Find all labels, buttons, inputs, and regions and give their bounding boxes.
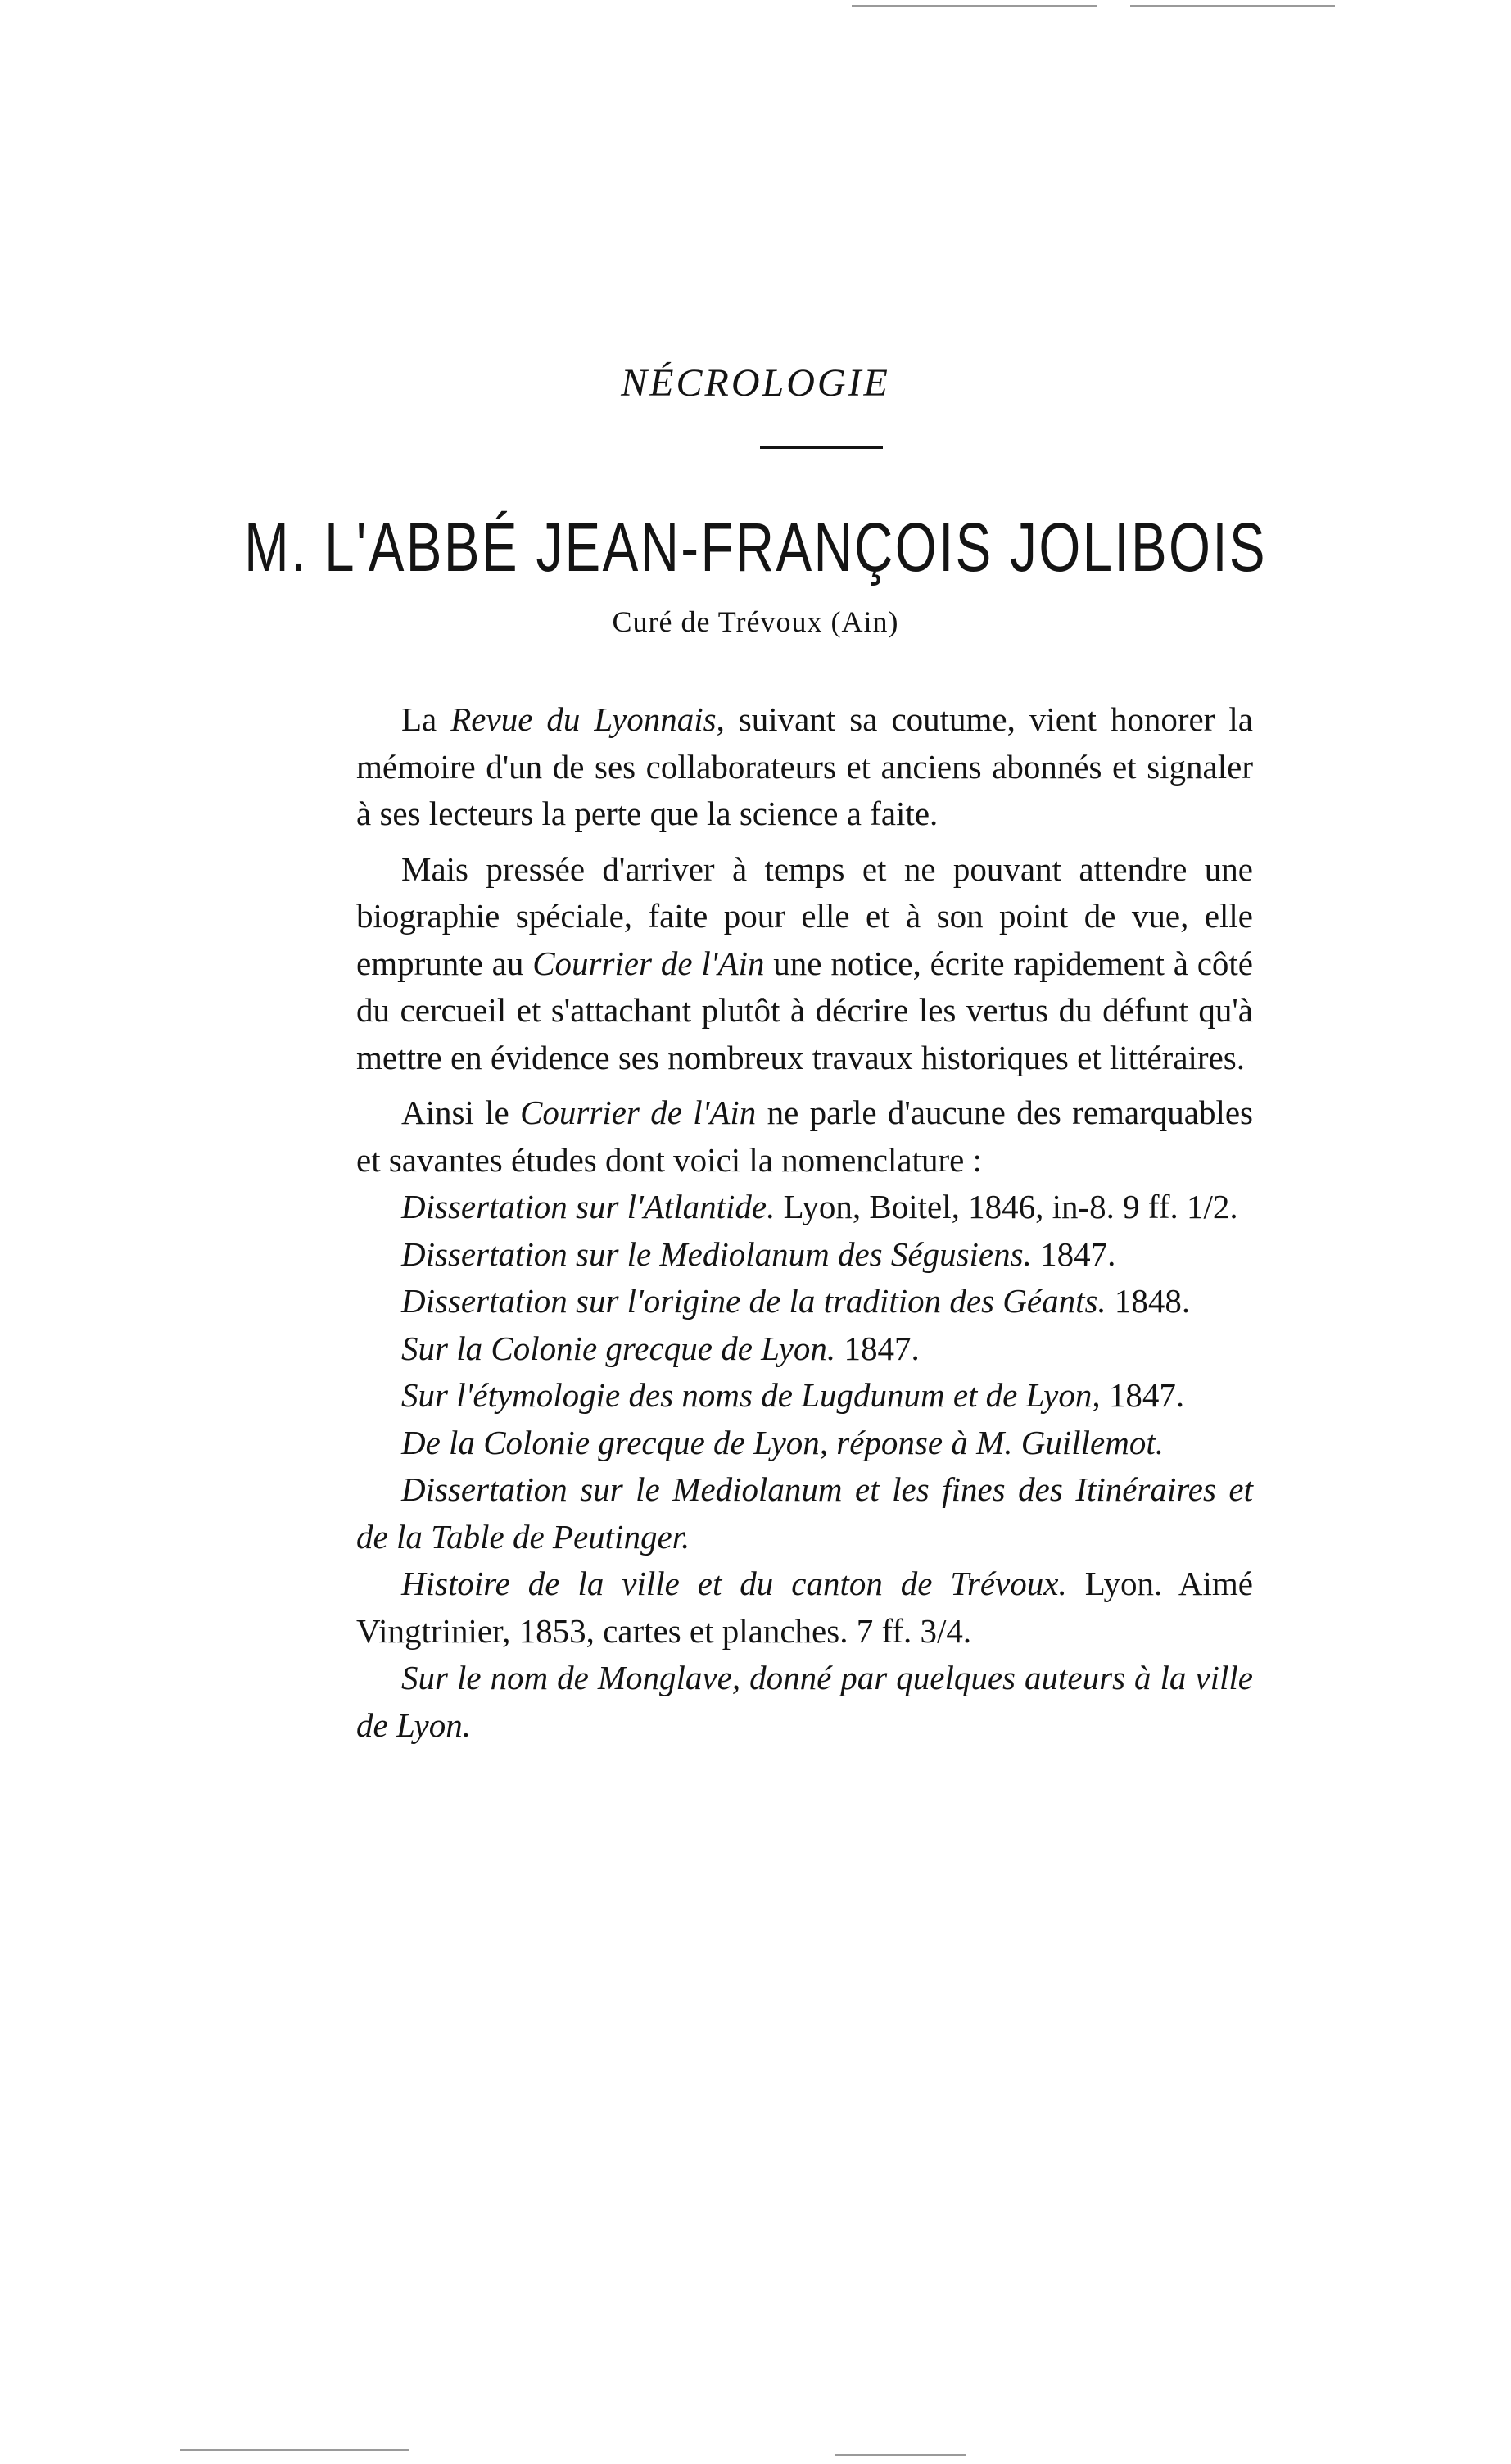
work-title: Sur l'étymologie des noms de Lugdunum et de Lyon,	[401, 1376, 1101, 1414]
paragraph	[356, 1089, 1253, 1184]
text-run: La	[401, 700, 451, 738]
work-title: Sur la Colonie grecque de Lyon.	[401, 1329, 836, 1367]
section-heading: NÉCROLOGIE	[621, 361, 890, 405]
paragraph	[356, 846, 1253, 1082]
page-subtitle: Curé de Trévoux (Ain)	[612, 605, 899, 638]
scan-edge-mark	[180, 2449, 409, 2451]
work-details: 1848.	[1106, 1282, 1191, 1320]
paragraph	[356, 696, 1253, 838]
page-title: M. L'ABBÉ JEAN-FRANÇOIS JOLIBOIS	[244, 509, 1267, 586]
text-run: une notice, écrite rapidement à côté du cercueil et s'attachant plutôt à décrire les vertus du défunt qu'à mettre en évidence ses nombreux travaux historiques et littéraires.	[356, 944, 1254, 1076]
text-run: , suivant sa coutume, vient honorer la mémoire d'un de ses collaborateurs et anciens abonnés et signaler à ses lecteurs la perte que la science a faite.	[356, 700, 1253, 832]
scan-edge-mark	[852, 5, 1097, 7]
work-details: 1847.	[835, 1329, 920, 1367]
bibliography-item	[356, 1372, 1253, 1420]
bibliography-item	[356, 1466, 1253, 1560]
text-run-italic: Courrier de l'Ain	[532, 944, 765, 982]
scan-edge-mark	[1130, 5, 1335, 7]
bibliography-item	[356, 1184, 1253, 1231]
bibliography-item	[356, 1655, 1253, 1749]
work-details: 1847.	[1031, 1234, 1116, 1273]
text-run-italic: Courrier de l'Ain	[520, 1094, 757, 1131]
text-run-italic: Revue du Lyonnais	[450, 700, 717, 738]
text-run: Mais pressée d'arriver à temps et ne pouvant attendre une biographie spéciale, faite pour elle et à son point de vue, elle emprunte au	[356, 849, 1253, 982]
work-details: Lyon, Boitel, 1846, in-8. 9 ff. 1/2.	[775, 1188, 1238, 1225]
work-title: Dissertation sur l'Atlantide.	[401, 1188, 776, 1225]
bibliography-item	[356, 1325, 1253, 1373]
bibliography-item	[356, 1560, 1253, 1655]
work-title: Dissertation sur le Mediolanum et les fines des Itinéraires et de la Table de Peutinger.	[356, 1470, 1253, 1556]
work-title: Sur le nom de Monglave, donné par quelques auteurs à la ville de Lyon.	[356, 1659, 1253, 1744]
work-details: 1847.	[1100, 1376, 1185, 1414]
work-title: Dissertation sur l'origine de la tradition des Géants.	[401, 1282, 1106, 1320]
work-title: Dissertation sur le Mediolanum des Ségusiens.	[401, 1234, 1032, 1273]
text-run: Ainsi le	[401, 1094, 521, 1131]
bibliography-item	[356, 1278, 1253, 1325]
text-run: ne parle d'aucune des remarquables et savantes études dont voici la nomenclature :	[356, 1094, 1253, 1179]
bibliography-item	[356, 1420, 1253, 1467]
article-body	[356, 696, 1253, 1749]
bibliography-item	[356, 1231, 1253, 1279]
work-title: De la Colonie grecque de Lyon, réponse à M. Guillemot.	[401, 1423, 1164, 1461]
work-title: Histoire de la ville et du canton de Trévoux.	[401, 1565, 1067, 1602]
heading-divider	[760, 446, 883, 449]
work-details: Lyon. Aimé Vingtrinier, 1853, cartes et planches. 7 ff. 3/4.	[356, 1565, 1254, 1650]
scan-edge-mark	[835, 2454, 966, 2456]
